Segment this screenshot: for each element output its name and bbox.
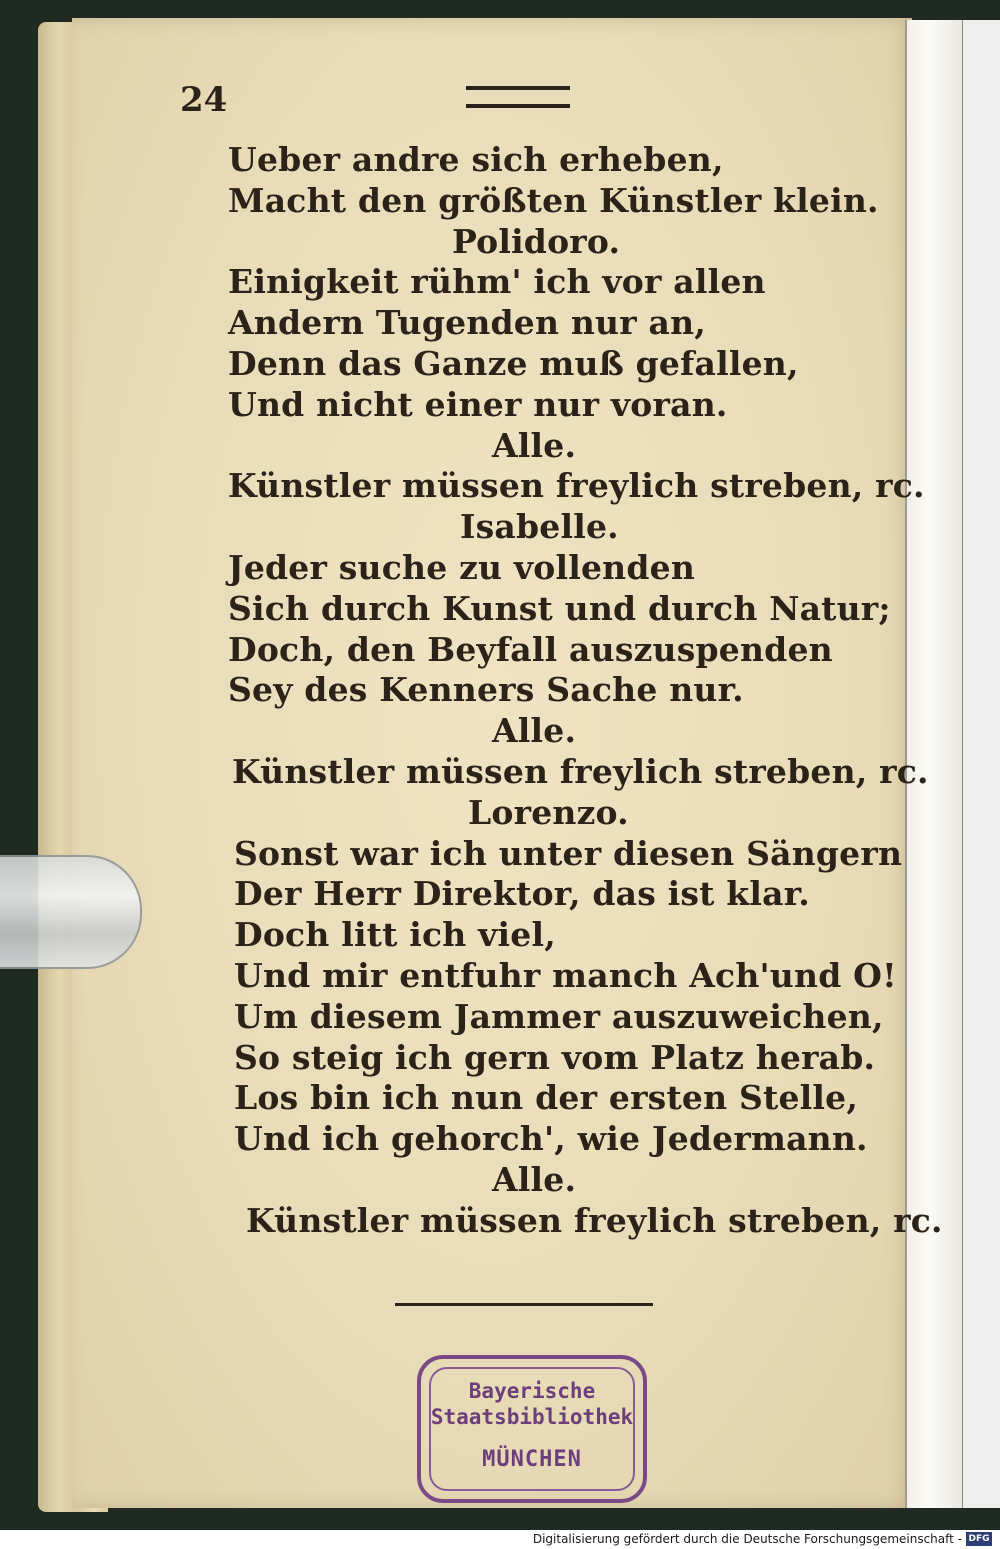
end-rule [395,1303,653,1306]
verse-line: Künstler müssen freylich streben, rc. [232,752,929,791]
footer-credit: Digitalisierung gefördert durch die Deutsche Forschungsgemeinschaft - [532,1532,962,1546]
verse-line: Doch, den Beyfall auszuspenden [228,629,833,669]
verse-line: Künstler müssen freylich streben, rc. [228,466,925,506]
stamp-line-3: MÜNCHEN [482,1447,582,1472]
verse-line: Ueber andre sich erheben, [228,140,724,179]
page-clip [0,855,142,969]
speaker-name: Isabelle. [460,507,619,547]
verse-line: Denn das Ganze muß gefallen, [228,344,799,383]
verse-line: Jeder suche zu vollenden [228,548,696,587]
verse-line: So steig ich gern vom Platz herab. [234,1037,876,1077]
verse-line: Doch litt ich viel, [234,915,556,955]
verse-line: Sich durch Kunst und durch Natur; [228,588,891,628]
stamp-line-1: Bayerische [468,1379,596,1403]
speaker-name: Polidoro. [452,221,621,261]
header-double-rule [466,86,570,108]
stamp-line-2: Staatsbibliothek [430,1405,634,1429]
verse-line: Macht den größten Künstler klein. [228,180,879,220]
verse-line: Einigkeit rühm' ich vor allen [228,262,766,302]
verse-line: Und mir entfuhr manch Ach'und O! [234,956,897,995]
footer-bar [0,1530,1000,1549]
verse-line: Sonst war ich unter diesen Sängern [234,833,903,873]
verse-line: Und nicht einer nur voran. [228,384,728,424]
verse-line: Los bin ich nun der ersten Stelle, [234,1078,859,1118]
library-stamp [417,1355,647,1503]
page-number: 24 [180,80,228,120]
verse-line: Und ich gehorch', wie Jedermann. [234,1119,868,1159]
dfg-logo-icon: DFG [966,1532,992,1546]
verse-line: Der Herr Direktor, das ist klar. [234,874,810,914]
speaker-name: Alle. [492,425,577,465]
verse-line: Sey des Kenners Sache nur. [228,670,744,710]
speaker-name: Lorenzo. [468,792,629,832]
verse-line: Um diesem Jammer auszuweichen, [234,996,884,1036]
verse-line: Künstler müssen freylich streben, rc. [246,1200,943,1240]
right-margin-strip [962,20,1000,1508]
speaker-name: Alle. [492,711,577,751]
speaker-name: Alle. [492,1160,577,1199]
verse-line: Andern Tugenden nur an, [228,303,706,343]
